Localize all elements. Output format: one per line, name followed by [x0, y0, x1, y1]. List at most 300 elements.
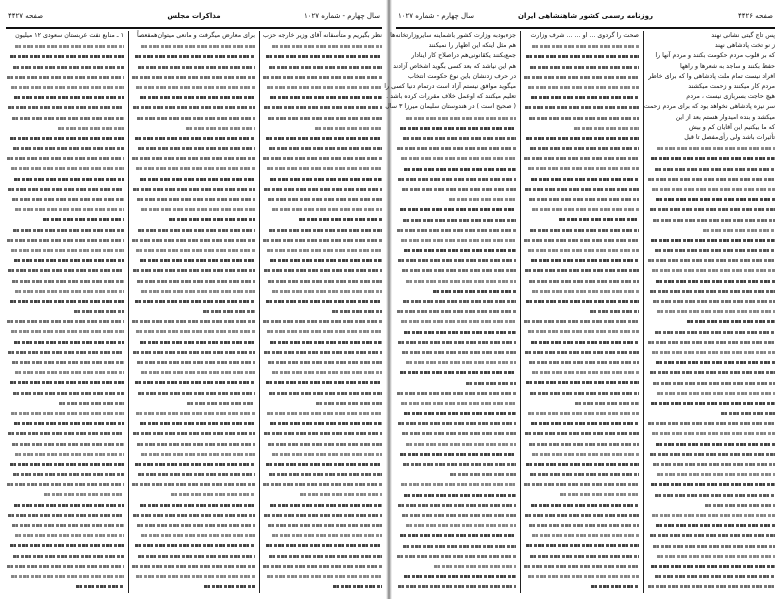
illegible-text-line — [6, 214, 124, 224]
illegible-text-line — [6, 265, 124, 275]
illegible-text-line — [396, 378, 516, 388]
text-line: که بر قلوب مردم حکومت بکنند و مردم آنها را — [655, 52, 775, 60]
text-line: جزءبودبه وزارت کشور باشماینه سایروزارتخانه‌ها — [390, 32, 516, 39]
illegible-text-line — [131, 337, 255, 347]
illegible-text-line — [523, 41, 639, 51]
page-number: صفحه ۴۴۲۶ — [737, 12, 773, 20]
illegible-text-line — [523, 408, 639, 418]
illegible-text-line — [396, 306, 516, 316]
illegible-text-line — [396, 581, 516, 591]
illegible-text-line — [131, 347, 255, 357]
illegible-text-line — [647, 184, 775, 194]
illegible-text-line — [131, 469, 255, 479]
text-line: ( صحیح است ) در هندوستان سلیمان میرزا ۳ سال — [385, 103, 516, 111]
illegible-text-line — [523, 184, 639, 194]
illegible-text-line — [647, 357, 775, 367]
illegible-text-line — [6, 500, 124, 510]
illegible-text-line — [131, 184, 255, 194]
page-header — [8, 12, 380, 26]
illegible-text-line — [647, 235, 775, 245]
illegible-text-line — [6, 428, 124, 438]
illegible-text-line — [262, 102, 382, 112]
illegible-text-line — [523, 214, 639, 224]
illegible-text-line — [131, 72, 255, 82]
illegible-text-line — [523, 245, 639, 255]
illegible-text-line — [6, 41, 124, 51]
illegible-text-line — [131, 571, 255, 581]
illegible-text-line — [523, 347, 639, 357]
illegible-text-line — [647, 530, 775, 540]
illegible-text-line — [647, 479, 775, 489]
illegible-text-line — [647, 581, 775, 591]
illegible-text-line — [262, 92, 382, 102]
illegible-text-line — [6, 408, 124, 418]
illegible-text-line — [6, 62, 124, 72]
illegible-text-line — [6, 113, 124, 123]
illegible-text-line — [262, 347, 382, 357]
illegible-text-line — [6, 520, 124, 530]
illegible-text-line — [262, 143, 382, 153]
illegible-text-line — [523, 51, 639, 61]
illegible-text-line — [262, 571, 382, 581]
illegible-text-line — [523, 235, 639, 245]
illegible-text-line — [262, 479, 382, 489]
illegible-text-line — [523, 143, 639, 153]
illegible-text-line — [396, 530, 516, 540]
illegible-text-line — [131, 540, 255, 550]
illegible-text-line — [647, 520, 775, 530]
text-line: جمع‌بکنند یکقانونی‌هم دراصلاح کار اینادار — [411, 52, 516, 60]
illegible-text-line — [131, 530, 255, 540]
illegible-text-line — [647, 561, 775, 571]
illegible-text-line — [262, 235, 382, 245]
illegible-text-line — [396, 265, 516, 275]
text-column — [643, 31, 775, 595]
illegible-text-line — [396, 245, 516, 255]
illegible-text-line — [523, 225, 639, 235]
text-line: تأثیرات باشد ولی رأی‌مفصل تا قبل — [684, 134, 775, 142]
illegible-text-line — [523, 113, 639, 123]
illegible-text-line — [131, 428, 255, 438]
text-line: نظر بگیریم و متأسفانه آقای وزیر خارجه حزب — [262, 32, 382, 39]
illegible-text-line — [523, 92, 639, 102]
illegible-text-line — [262, 337, 382, 347]
illegible-text-line — [396, 428, 516, 438]
illegible-text-line — [131, 388, 255, 398]
illegible-text-line — [647, 408, 775, 418]
illegible-text-line — [131, 41, 255, 51]
illegible-text-line — [131, 326, 255, 336]
illegible-text-line — [523, 459, 639, 469]
illegible-text-line — [523, 551, 639, 561]
illegible-text-line — [131, 265, 255, 275]
illegible-text-line — [523, 265, 639, 275]
illegible-text-line — [6, 551, 124, 561]
illegible-text-line — [6, 102, 124, 112]
illegible-text-line — [523, 357, 639, 367]
illegible-text-line — [131, 163, 255, 173]
header-rule — [396, 27, 775, 29]
illegible-text-line — [523, 306, 639, 316]
illegible-text-line — [262, 449, 382, 459]
illegible-text-line — [396, 408, 516, 418]
illegible-text-line — [647, 296, 775, 306]
text-line: میگوید موافق نیستم آزاد است درتمام دنیا کسی را — [384, 83, 516, 91]
illegible-text-line — [396, 551, 516, 561]
illegible-text-line — [6, 123, 124, 133]
illegible-text-line — [262, 561, 382, 571]
illegible-text-line — [262, 123, 382, 133]
illegible-text-line — [262, 500, 382, 510]
illegible-text-line — [6, 276, 124, 286]
illegible-text-line — [262, 316, 382, 326]
illegible-text-line — [523, 337, 639, 347]
illegible-text-line — [6, 143, 124, 153]
illegible-text-line — [396, 204, 516, 214]
text-line: تعلیم میکنند که اوعمل خلاف مقررات کرده باشد . — [386, 93, 516, 101]
illegible-text-line — [523, 388, 639, 398]
illegible-text-line — [647, 143, 775, 153]
illegible-text-line — [131, 489, 255, 499]
illegible-text-line — [647, 164, 775, 174]
illegible-text-line — [647, 276, 775, 286]
illegible-text-line — [396, 255, 516, 265]
page-header — [398, 12, 773, 26]
text-column — [523, 31, 639, 595]
illegible-text-line — [396, 449, 516, 459]
illegible-text-line — [6, 255, 124, 265]
text-column — [131, 31, 255, 595]
illegible-text-line — [262, 428, 382, 438]
illegible-text-line — [647, 174, 775, 184]
section-title: مذاکرات مجلس — [167, 12, 221, 20]
illegible-text-line — [6, 561, 124, 571]
text-column — [262, 31, 382, 595]
illegible-text-line — [6, 367, 124, 377]
illegible-text-line — [396, 215, 516, 225]
illegible-text-line — [647, 327, 775, 337]
illegible-text-line — [131, 51, 255, 61]
illegible-text-line — [131, 286, 255, 296]
illegible-text-line — [262, 510, 382, 520]
illegible-text-line — [6, 72, 124, 82]
text-line: برای معارض میگرفت و مانعی میتوان‌همفعصاً — [136, 32, 255, 39]
illegible-text-line — [6, 225, 124, 235]
illegible-text-line — [131, 561, 255, 571]
illegible-text-line — [396, 469, 516, 479]
illegible-text-line — [523, 367, 639, 377]
illegible-text-line — [131, 113, 255, 123]
column-divider — [520, 31, 521, 593]
illegible-text-line — [647, 204, 775, 214]
illegible-text-line — [262, 418, 382, 428]
illegible-text-line — [396, 357, 516, 367]
illegible-text-line — [131, 255, 255, 265]
illegible-text-line — [6, 184, 124, 194]
illegible-text-line — [6, 449, 124, 459]
illegible-text-line — [131, 82, 255, 92]
illegible-text-line — [131, 439, 255, 449]
illegible-text-line — [6, 245, 124, 255]
illegible-text-line — [131, 377, 255, 387]
illegible-text-line — [131, 204, 255, 214]
illegible-text-line — [262, 459, 382, 469]
illegible-text-line — [523, 72, 639, 82]
illegible-text-line — [396, 153, 516, 163]
illegible-text-line — [523, 62, 639, 72]
illegible-text-line — [131, 367, 255, 377]
illegible-text-line — [6, 540, 124, 550]
illegible-text-line — [6, 398, 124, 408]
illegible-text-line — [262, 245, 382, 255]
illegible-text-line — [131, 276, 255, 286]
illegible-text-line — [523, 418, 639, 428]
illegible-text-line — [396, 174, 516, 184]
text-line: افراد نیست تمام ملت پادشاهی وا که برای خاطر — [648, 72, 775, 80]
text-column — [384, 31, 516, 595]
illegible-text-line — [6, 316, 124, 326]
illegible-text-line — [647, 449, 775, 459]
illegible-text-line — [647, 418, 775, 428]
illegible-text-line — [647, 571, 775, 581]
illegible-text-line — [523, 469, 639, 479]
illegible-text-line — [262, 204, 382, 214]
illegible-text-line — [396, 520, 516, 530]
illegible-text-line — [262, 72, 382, 82]
column-divider — [128, 31, 129, 593]
illegible-text-line — [523, 398, 639, 408]
illegible-text-line — [523, 489, 639, 499]
illegible-text-line — [262, 408, 382, 418]
illegible-text-line — [262, 41, 382, 51]
illegible-text-line — [523, 194, 639, 204]
illegible-text-line — [262, 133, 382, 143]
illegible-text-line — [396, 398, 516, 408]
illegible-text-line — [523, 581, 639, 591]
illegible-text-line — [262, 296, 382, 306]
illegible-text-line — [6, 82, 124, 92]
illegible-text-line — [262, 377, 382, 387]
illegible-text-line — [396, 490, 516, 500]
illegible-text-line — [647, 510, 775, 520]
illegible-text-line — [131, 92, 255, 102]
illegible-text-line — [262, 276, 382, 286]
text-line: سر نیزه پادشاهی نخواهد بود که برای مردم زحمت — [643, 103, 775, 111]
illegible-text-line — [647, 286, 775, 296]
illegible-text-line — [131, 459, 255, 469]
illegible-text-line — [647, 194, 775, 204]
illegible-text-line — [647, 265, 775, 275]
illegible-text-line — [262, 469, 382, 479]
illegible-text-line — [262, 265, 382, 275]
illegible-text-line — [523, 520, 639, 530]
text-column — [6, 31, 124, 595]
illegible-text-line — [523, 102, 639, 112]
illegible-text-line — [523, 439, 639, 449]
illegible-text-line — [647, 428, 775, 438]
illegible-text-line — [647, 459, 775, 469]
text-line: هیچ حاجت بسربازی نیست ، مردم — [686, 93, 775, 101]
illegible-text-line — [131, 479, 255, 489]
illegible-text-line — [396, 286, 516, 296]
illegible-text-line — [523, 540, 639, 550]
issue-number: سال چهارم - شماره ۱۰۲۷ — [398, 12, 475, 20]
header-rule — [6, 27, 382, 29]
illegible-text-line — [6, 489, 124, 499]
illegible-text-line — [523, 571, 639, 581]
illegible-text-line — [262, 367, 382, 377]
text-line: ۱ ـ منابع نفت عربستان سعودی ۱۲ میلیون — [15, 32, 124, 39]
illegible-text-line — [396, 561, 516, 571]
illegible-text-line — [6, 174, 124, 184]
illegible-text-line — [6, 194, 124, 204]
illegible-text-line — [6, 530, 124, 540]
illegible-text-line — [131, 306, 255, 316]
illegible-text-line — [131, 123, 255, 133]
illegible-text-line — [6, 153, 124, 163]
illegible-text-line — [131, 153, 255, 163]
illegible-text-line — [131, 551, 255, 561]
illegible-text-line — [523, 153, 639, 163]
illegible-text-line — [523, 163, 639, 173]
illegible-text-line — [396, 327, 516, 337]
illegible-text-line — [396, 347, 516, 357]
illegible-text-line — [396, 235, 516, 245]
text-line: حفظ بکنند و ساجد به شعرها و راهها — [680, 62, 775, 70]
illegible-text-line — [262, 398, 382, 408]
illegible-text-line — [647, 398, 775, 408]
illegible-text-line — [396, 194, 516, 204]
illegible-text-line — [131, 510, 255, 520]
illegible-text-line — [647, 337, 775, 347]
illegible-text-line — [523, 530, 639, 540]
illegible-text-line — [523, 296, 639, 306]
illegible-text-line — [6, 469, 124, 479]
illegible-text-line — [262, 540, 382, 550]
text-line: ز نو تخت پادشاهی نهند — [714, 42, 775, 50]
illegible-text-line — [396, 296, 516, 306]
illegible-text-line — [523, 286, 639, 296]
illegible-text-line — [131, 316, 255, 326]
illegible-text-line — [131, 449, 255, 459]
illegible-text-line — [131, 235, 255, 245]
illegible-text-line — [131, 174, 255, 184]
illegible-text-line — [396, 418, 516, 428]
illegible-text-line — [131, 62, 255, 72]
illegible-text-line — [523, 479, 639, 489]
illegible-text-line — [396, 225, 516, 235]
illegible-text-line — [6, 163, 124, 173]
illegible-text-line — [262, 520, 382, 530]
illegible-text-line — [131, 408, 255, 418]
illegible-text-line — [647, 541, 775, 551]
illegible-text-line — [131, 225, 255, 235]
text-line: هم این نیاشد که بعد کسی بگوید اشخاص آزادند — [393, 62, 516, 70]
illegible-text-line — [396, 164, 516, 174]
illegible-text-line — [647, 551, 775, 561]
illegible-text-line — [6, 51, 124, 61]
illegible-text-line — [131, 194, 255, 204]
illegible-text-line — [523, 174, 639, 184]
illegible-text-line — [6, 581, 124, 591]
illegible-text-line — [396, 113, 516, 123]
text-line: پس تاج گیتی نشانی نهند — [711, 32, 775, 39]
illegible-text-line — [131, 245, 255, 255]
illegible-text-line — [131, 357, 255, 367]
illegible-text-line — [6, 235, 124, 245]
illegible-text-line — [131, 500, 255, 510]
illegible-text-line — [523, 500, 639, 510]
illegible-text-line — [131, 296, 255, 306]
illegible-text-line — [523, 377, 639, 387]
illegible-text-line — [131, 214, 255, 224]
illegible-text-line — [262, 51, 382, 61]
illegible-text-line — [396, 337, 516, 347]
illegible-text-line — [6, 418, 124, 428]
illegible-text-line — [523, 204, 639, 214]
text-line: صحت را گردوی ... او ... ... شرف وزارت — [530, 32, 639, 39]
illegible-text-line — [647, 245, 775, 255]
illegible-text-line — [262, 184, 382, 194]
illegible-text-line — [396, 500, 516, 510]
illegible-text-line — [6, 571, 124, 581]
illegible-text-line — [262, 357, 382, 367]
illegible-text-line — [262, 306, 382, 316]
right-page — [384, 0, 781, 599]
illegible-text-line — [131, 520, 255, 530]
illegible-text-line — [523, 510, 639, 520]
page-number: صفحه ۴۴۲۷ — [8, 12, 44, 20]
illegible-text-line — [262, 388, 382, 398]
illegible-text-line — [523, 276, 639, 286]
illegible-text-line — [262, 194, 382, 204]
illegible-text-line — [6, 459, 124, 469]
text-line: میکشد و بنده امیدوار هستم بعد از این — [675, 113, 775, 121]
illegible-text-line — [6, 479, 124, 489]
illegible-text-line — [262, 489, 382, 499]
illegible-text-line — [262, 214, 382, 224]
illegible-text-line — [131, 418, 255, 428]
illegible-text-line — [523, 326, 639, 336]
illegible-text-line — [6, 337, 124, 347]
illegible-text-line — [523, 133, 639, 143]
illegible-text-line — [647, 500, 775, 510]
illegible-text-line — [523, 316, 639, 326]
illegible-text-line — [647, 490, 775, 500]
illegible-text-line — [6, 388, 124, 398]
illegible-text-line — [262, 62, 382, 72]
illegible-text-line — [647, 306, 775, 316]
illegible-text-line — [262, 153, 382, 163]
illegible-text-line — [523, 255, 639, 265]
illegible-text-line — [131, 143, 255, 153]
illegible-text-line — [6, 377, 124, 387]
illegible-text-line — [647, 347, 775, 357]
illegible-text-line — [131, 581, 255, 591]
column-divider — [643, 31, 644, 593]
illegible-text-line — [523, 123, 639, 133]
text-line: که ما بیکنیم این آقایان کم و بیش — [689, 123, 775, 131]
newspaper-title: روزنامه رسمی کشور شاهنشاهی ایران — [518, 12, 653, 20]
illegible-text-line — [396, 316, 516, 326]
illegible-text-line — [523, 449, 639, 459]
illegible-text-line — [647, 153, 775, 163]
illegible-text-line — [262, 163, 382, 173]
illegible-text-line — [6, 326, 124, 336]
column-divider — [259, 31, 260, 593]
illegible-text-line — [131, 133, 255, 143]
text-line: هم مثل اینکه این اظهار را نمیکنند — [428, 42, 516, 50]
